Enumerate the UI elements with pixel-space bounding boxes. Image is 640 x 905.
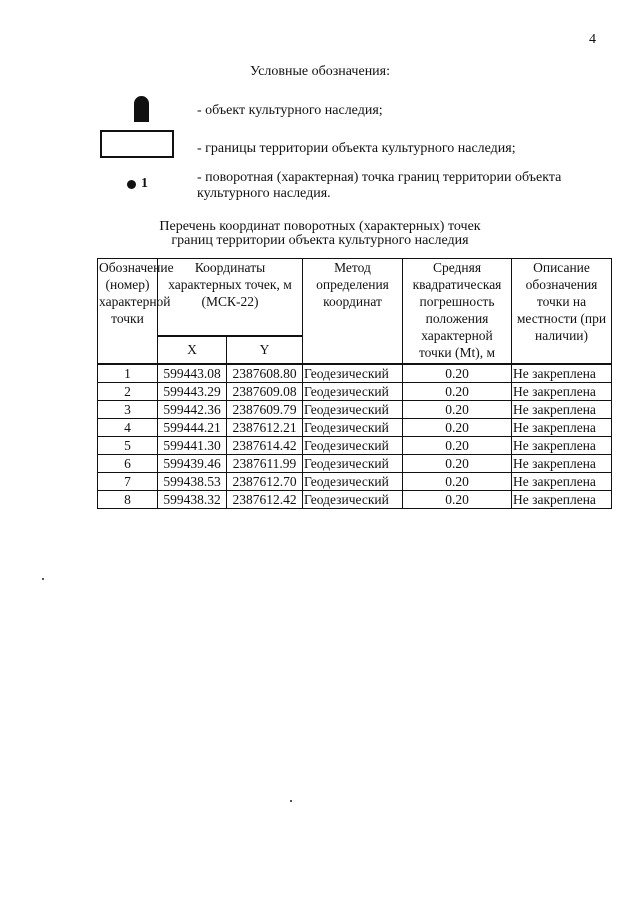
cell-description: Не закреплена: [512, 491, 612, 509]
header-error: Средняя квадратическая погрешность положения характерной точки (Mt), м: [403, 259, 512, 365]
cell-description: Не закреплена: [512, 419, 612, 437]
cell-method: Геодезический: [303, 419, 403, 437]
header-point-designation: Обозначение (номер) характерной точки: [98, 259, 158, 365]
cell-x: 599439.46: [158, 455, 227, 473]
cell-method: Геодезический: [303, 401, 403, 419]
cell-description: Не закреплена: [512, 473, 612, 491]
cell-num: 7: [98, 473, 158, 491]
header-method: Метод определения координат: [303, 259, 403, 365]
cell-x: 599442.36: [158, 401, 227, 419]
cell-description: Не закреплена: [512, 455, 612, 473]
header-y: Y: [227, 336, 303, 364]
cell-error: 0.20: [403, 401, 512, 419]
cell-x: 599444.21: [158, 419, 227, 437]
list-title-line-2: границ территории объекта культурного наследия: [171, 233, 469, 248]
cell-num: 1: [98, 364, 158, 383]
table-row: [98, 473, 612, 491]
page-number: 4: [589, 32, 596, 47]
cell-error: 0.20: [403, 383, 512, 401]
table-body: [98, 364, 612, 509]
table-row: [98, 401, 612, 419]
scan-speck: [290, 800, 292, 802]
cell-method: Геодезический: [303, 364, 403, 383]
point-symbol: [127, 176, 148, 192]
cell-x: 599438.53: [158, 473, 227, 491]
cell-method: Геодезический: [303, 437, 403, 455]
cell-description: Не закреплена: [512, 383, 612, 401]
scan-speck: [42, 578, 44, 580]
table-row: [98, 437, 612, 455]
table-row: [98, 455, 612, 473]
monument-icon: [134, 96, 149, 122]
cell-y: 2387611.99: [227, 455, 303, 473]
point-symbol-label: 1: [141, 176, 148, 191]
header-coordinates: Координаты характерных точек, м (МСК-22): [158, 259, 303, 336]
cell-method: Геодезический: [303, 455, 403, 473]
cell-x: 599441.30: [158, 437, 227, 455]
cell-x: 599443.29: [158, 383, 227, 401]
legend-item-label: - поворотная (характерная) точка границ территории объекта культурного наследия.: [197, 170, 562, 201]
cell-error: 0.20: [403, 455, 512, 473]
cell-description: Не закреплена: [512, 437, 612, 455]
header-description: Описание обозначения точки на местности (при наличии): [512, 259, 612, 365]
cell-method: Геодезический: [303, 473, 403, 491]
point-dot-icon: [127, 180, 136, 189]
cell-y: 2387612.70: [227, 473, 303, 491]
table-row: [98, 491, 612, 509]
boundary-rectangle-icon: [100, 130, 174, 158]
cell-y: 2387608.80: [227, 364, 303, 383]
cell-description: Не закреплена: [512, 401, 612, 419]
cell-error: 0.20: [403, 491, 512, 509]
cell-y: 2387612.21: [227, 419, 303, 437]
cell-num: 5: [98, 437, 158, 455]
cell-num: 2: [98, 383, 158, 401]
cell-method: Геодезический: [303, 383, 403, 401]
cell-error: 0.20: [403, 473, 512, 491]
cell-description: Не закреплена: [512, 364, 612, 383]
cell-num: 8: [98, 491, 158, 509]
cell-num: 3: [98, 401, 158, 419]
cell-num: 6: [98, 455, 158, 473]
cell-error: 0.20: [403, 364, 512, 383]
cell-x: 599443.08: [158, 364, 227, 383]
cell-y: 2387609.08: [227, 383, 303, 401]
cell-x: 599438.32: [158, 491, 227, 509]
table-row: [98, 383, 612, 401]
cell-num: 4: [98, 419, 158, 437]
cell-y: 2387612.42: [227, 491, 303, 509]
cell-y: 2387614.42: [227, 437, 303, 455]
legend-item-label: - объект культурного наследия;: [197, 103, 383, 118]
list-title-line-1: Перечень координат поворотных (характерных) точек: [159, 219, 481, 234]
legend-item-label: - границы территории объекта культурного наследия;: [197, 141, 516, 156]
cell-error: 0.20: [403, 419, 512, 437]
cell-error: 0.20: [403, 437, 512, 455]
header-x: X: [158, 336, 227, 364]
cell-y: 2387609.79: [227, 401, 303, 419]
table-row: [98, 364, 612, 383]
coordinates-table: [97, 258, 612, 509]
list-title: [0, 220, 640, 248]
cell-method: Геодезический: [303, 491, 403, 509]
legend-title: Условные обозначения:: [249, 64, 391, 79]
table-row: [98, 419, 612, 437]
